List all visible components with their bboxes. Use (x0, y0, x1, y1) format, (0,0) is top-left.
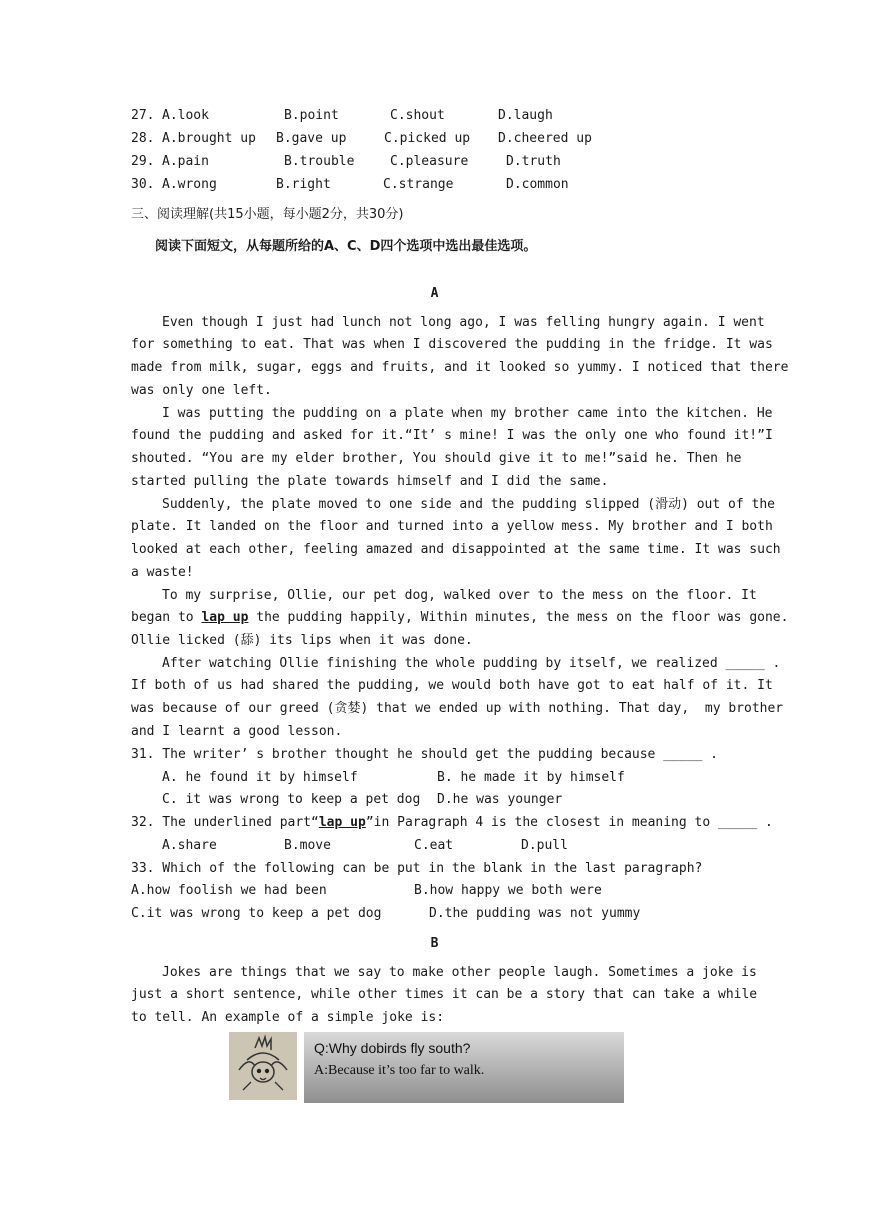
text-segment: 32. The underlined part“ (131, 815, 319, 830)
passage-a-label: A (430, 286, 439, 301)
text-line: found the pudding and asked for it.“It’ s mine! I was the only one who found it!”I (131, 428, 773, 443)
text-line: started pulling the plate towards himself and I did the same. (131, 474, 609, 489)
option-b: B.point (284, 108, 339, 123)
text-segment: ”in Paragraph 4 is the closest in meaning to _____ . (365, 815, 773, 830)
text-line: for something to eat. That was when I discovered the pudding in the fridge. It was (131, 337, 773, 352)
passage-b-paragraph-1 (131, 963, 758, 1033)
option-b: B. he made it by himself (437, 770, 625, 785)
underlined-phrase: lap up (318, 815, 366, 830)
option-c: C.eat (414, 838, 454, 853)
passage-b-label: B (430, 936, 439, 951)
question-number: 27. (131, 108, 155, 123)
text-segment: the pudding happily, Within minutes, the mess on the floor was gone. (248, 610, 789, 625)
text-line: Even though I just had lunch not long ago, I was felling hungry again. I went (162, 315, 765, 330)
text-segment: began to (131, 610, 202, 625)
option-d: D.laugh (498, 108, 553, 123)
option-a: A.brought up (162, 131, 256, 146)
option-d: D.cheered up (498, 131, 592, 146)
option-b: B.how happy we both were (414, 883, 602, 898)
joke-box (304, 1032, 624, 1103)
joke-answer: A:Because it’s too far to walk. (314, 1063, 485, 1078)
text-line: a waste! (131, 565, 194, 580)
option-c: C. it was wrong to keep a pet dog (162, 792, 421, 807)
text-line: shouted. “You are my elder brother, You should give it to me!”said he. Then he (131, 451, 742, 466)
question-number: 28. (131, 131, 155, 146)
option-c: C.it was wrong to keep a pet dog (131, 906, 382, 921)
option-a: A.pain (162, 154, 209, 169)
question-31-stem: 31. The writer’ s brother thought he should get the pudding because _____ . (131, 747, 718, 762)
bird-illustration (229, 1032, 297, 1100)
section-title: 三、阅读理解(共15小题，每小题2分，共30分) (131, 207, 404, 222)
option-a: A.look (162, 108, 209, 123)
text-line: looked at each other, feeling amazed and disappointed at the same time. It was such (131, 542, 781, 557)
question-33-stem: 33. Which of the following can be put in the blank in the last paragraph? (131, 861, 703, 876)
text-line: To my surprise, Ollie, our pet dog, walked over to the mess on the floor. It (162, 588, 757, 603)
passage-a-paragraph-5 (131, 654, 784, 746)
instruction: 阅读下面短文，从每题所给的A、C、D四个选项中选出最佳选项。 (155, 239, 537, 254)
option-c: C.picked up (384, 131, 471, 146)
question-number: 29. (131, 154, 155, 169)
option-a: A.wrong (162, 177, 217, 192)
bird-drawing-icon (229, 1032, 297, 1100)
question-number: 30. (131, 177, 155, 192)
text-line: was only one left. (131, 383, 272, 398)
option-c: C.strange (383, 177, 454, 192)
text-line: plate. It landed on the floor and turned into a yellow mess. My brother and I both (131, 519, 773, 534)
text-line: just a short sentence, while other times it can be a story that can take a while (131, 987, 758, 1002)
option-a: A.how foolish we had been (131, 883, 327, 898)
text-line: made from milk, sugar, eggs and fruits, and it looked so yummy. I noticed that there (131, 360, 789, 375)
passage-a-paragraph-4 (131, 586, 789, 656)
text-line: After watching Ollie finishing the whole pudding by itself, we realized _____ . (162, 656, 781, 671)
text-line: I was putting the pudding on a plate when my brother came into the kitchen. He (162, 406, 773, 421)
option-d: D.he was younger (437, 792, 563, 807)
option-b: B.right (276, 177, 331, 192)
text-line: Jokes are things that we say to make other people laugh. Sometimes a joke is (162, 965, 757, 980)
question-32-stem (131, 813, 773, 833)
underlined-phrase: lap up (201, 610, 249, 625)
option-b: B.gave up (276, 131, 347, 146)
option-d: D.common (506, 177, 569, 192)
passage-a-paragraph-2 (131, 404, 773, 496)
option-b: B.move (284, 838, 331, 853)
text-line: was because of our greed (贪婪) that we ended up with nothing. That day, my brother (131, 701, 784, 716)
passage-a-paragraph-3 (131, 495, 781, 587)
option-a: A.share (162, 838, 217, 853)
option-c: C.shout (390, 108, 445, 123)
option-d: D.the pudding was not yummy (429, 906, 641, 921)
option-c: C.pleasure (390, 154, 469, 169)
text-line: Suddenly, the plate moved to one side and the pudding slipped (滑动) out of the (162, 497, 775, 512)
option-a: A. he found it by himself (162, 770, 358, 785)
text-line: to tell. An example of a simple joke is: (131, 1010, 445, 1025)
text-line: Ollie licked (舔) its lips when it was done. (131, 633, 473, 648)
option-d: D.truth (506, 154, 561, 169)
text-line: and I learnt a good lesson. (131, 724, 343, 739)
joke-question: Q:Why dobirds fly south? (314, 1040, 471, 1056)
text-line: If both of us had shared the pudding, we would both have got to eat half of it. It (131, 678, 773, 693)
text-line (131, 608, 789, 628)
passage-a-paragraph-1 (131, 313, 789, 405)
option-d: D.pull (521, 838, 568, 853)
option-b: B.trouble (284, 154, 355, 169)
